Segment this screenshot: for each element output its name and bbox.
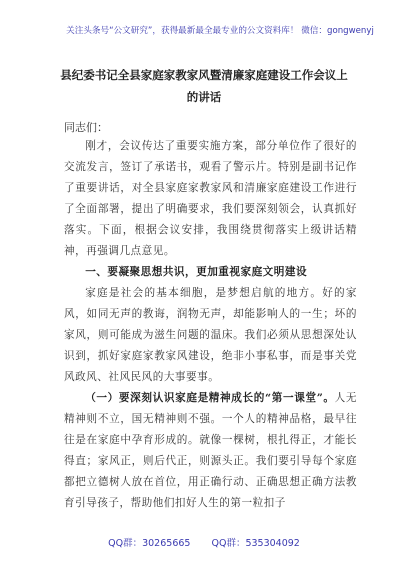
title-line-1: 县纪委书记全县家庭家教家风暨清廉家庭建设工作会议上 [60, 68, 348, 82]
top-banner: 关注头条号“公文研究”，获得最新最全最专业的公文资料库！ 微信：gongwenyj [66, 26, 374, 36]
paragraph-family: 家庭是社会的基本细胞，是梦想启航的地方。好的家风，如同无声的教诲，润物无声，却能影响人的一生；坏的家风，则可能成为滋生问题的温床。我们必须从思想深处认识到，抓好家庭家教家风建设，绝非小事私事，而是事关党风政风、社风民风的大事要事。 [64, 287, 357, 383]
footer [0, 535, 408, 549]
paragraph-intro: 刚才，会议传达了重要实施方案，部分单位作了很好的交流发言，签订了承诺书，观看了警示片。特别是副书记作了重要讲话，对全县家庭家教家风和清廉家庭建设工作进行了全面部署，提出了明确要求，我们要深刻领会，认真抓好落实。下面，根据会议安排，我围绕贯彻落实上级讲话精神，再强调几点意见。 [64, 140, 357, 257]
document-title [40, 64, 368, 108]
title-line-2: 的讲话 [186, 90, 222, 104]
footer-qq-group-2: QQ群：535304092 [211, 538, 300, 549]
footer-qq-group-1: QQ群：30265665 [108, 538, 191, 549]
paragraph-first-classroom [64, 388, 357, 514]
paragraph-first-classroom-text: 人无精神则不立，国无精神则不强。一个人的精神品格，最早往往是在家庭中孕育形成的。就像一棵树，根扎得正，才能长得直；家风正，则后代正，则源头正。我们要引导每个家庭都把立德树人放在首位，用正确行动、正确思想正确方法教育引导孩子，帮助他们扣好人生的第一粒扣子 [64, 392, 358, 509]
salutation: 同志们： [64, 121, 108, 134]
sub-heading-1: （一）要深刻认识家庭是精神成长的“第一课堂”。 [85, 392, 335, 404]
section-heading-1: 一、要凝聚思想共识，更加重视家庭文明建设 [85, 266, 308, 278]
document-body [64, 136, 357, 514]
